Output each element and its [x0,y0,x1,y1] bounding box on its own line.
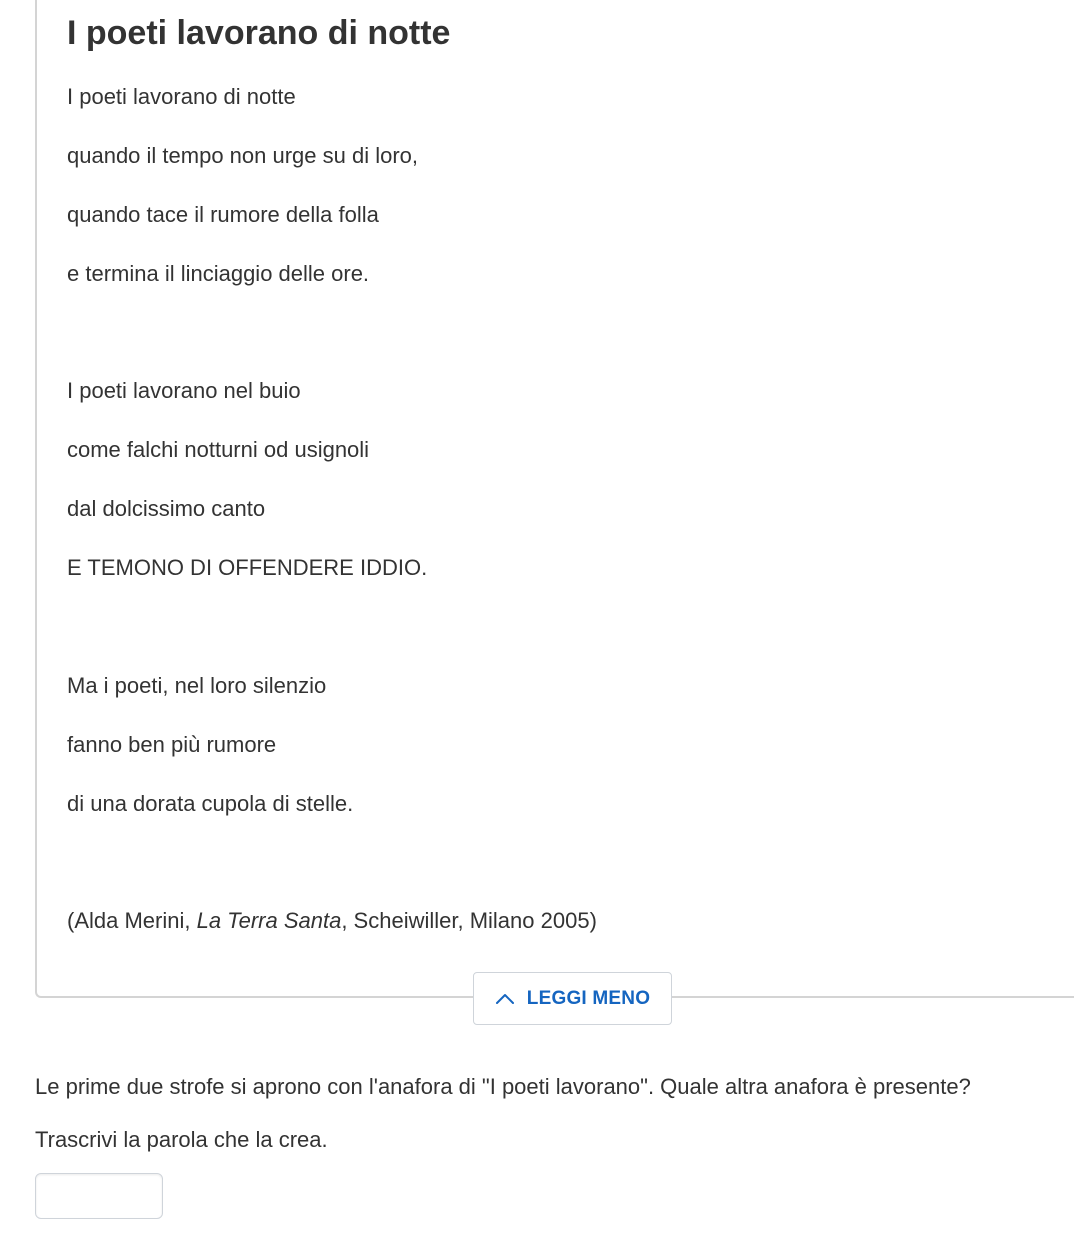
poem-line: I poeti lavorano di notte [67,84,296,109]
poem-line: come falchi notturni od usignoli [67,437,370,462]
citation-author: (Alda Merini, [67,908,197,933]
citation-publisher: , Scheiwiller, Milano 2005) [341,908,597,933]
poem-line: e termina il linciaggio delle ore. [67,261,370,286]
poem-line: di una dorata cupola di stelle. [67,791,354,816]
poem-title: I poeti lavorano di notte [67,14,451,52]
poem-line: quando tace il rumore della folla [67,202,379,227]
read-less-button[interactable] [473,972,672,1025]
question-text: Le prime due strofe si aprono con l'anafora di "I poeti lavorano". Quale altra anafora è presente? [35,1074,971,1099]
poem-line: E TEMONO DI OFFENDERE IDDIO. [67,555,428,580]
poem-citation [67,904,597,938]
read-less-label: LEGGI MENO [526,987,651,1009]
chevron-up-icon [495,993,515,1005]
poem-line: Ma i poeti, nel loro silenzio [67,673,327,698]
poem-line: I poeti lavorano nel buio [67,378,301,403]
citation-book-title: La Terra Santa [196,908,342,933]
poem-line: quando il tempo non urge su di loro, [67,143,419,168]
question-instruction: Trascrivi la parola che la crea. [35,1127,328,1152]
poem-line: fanno ben più rumore [67,732,277,757]
poem-line: dal dolcissimo canto [67,496,266,521]
answer-input[interactable] [35,1173,163,1219]
